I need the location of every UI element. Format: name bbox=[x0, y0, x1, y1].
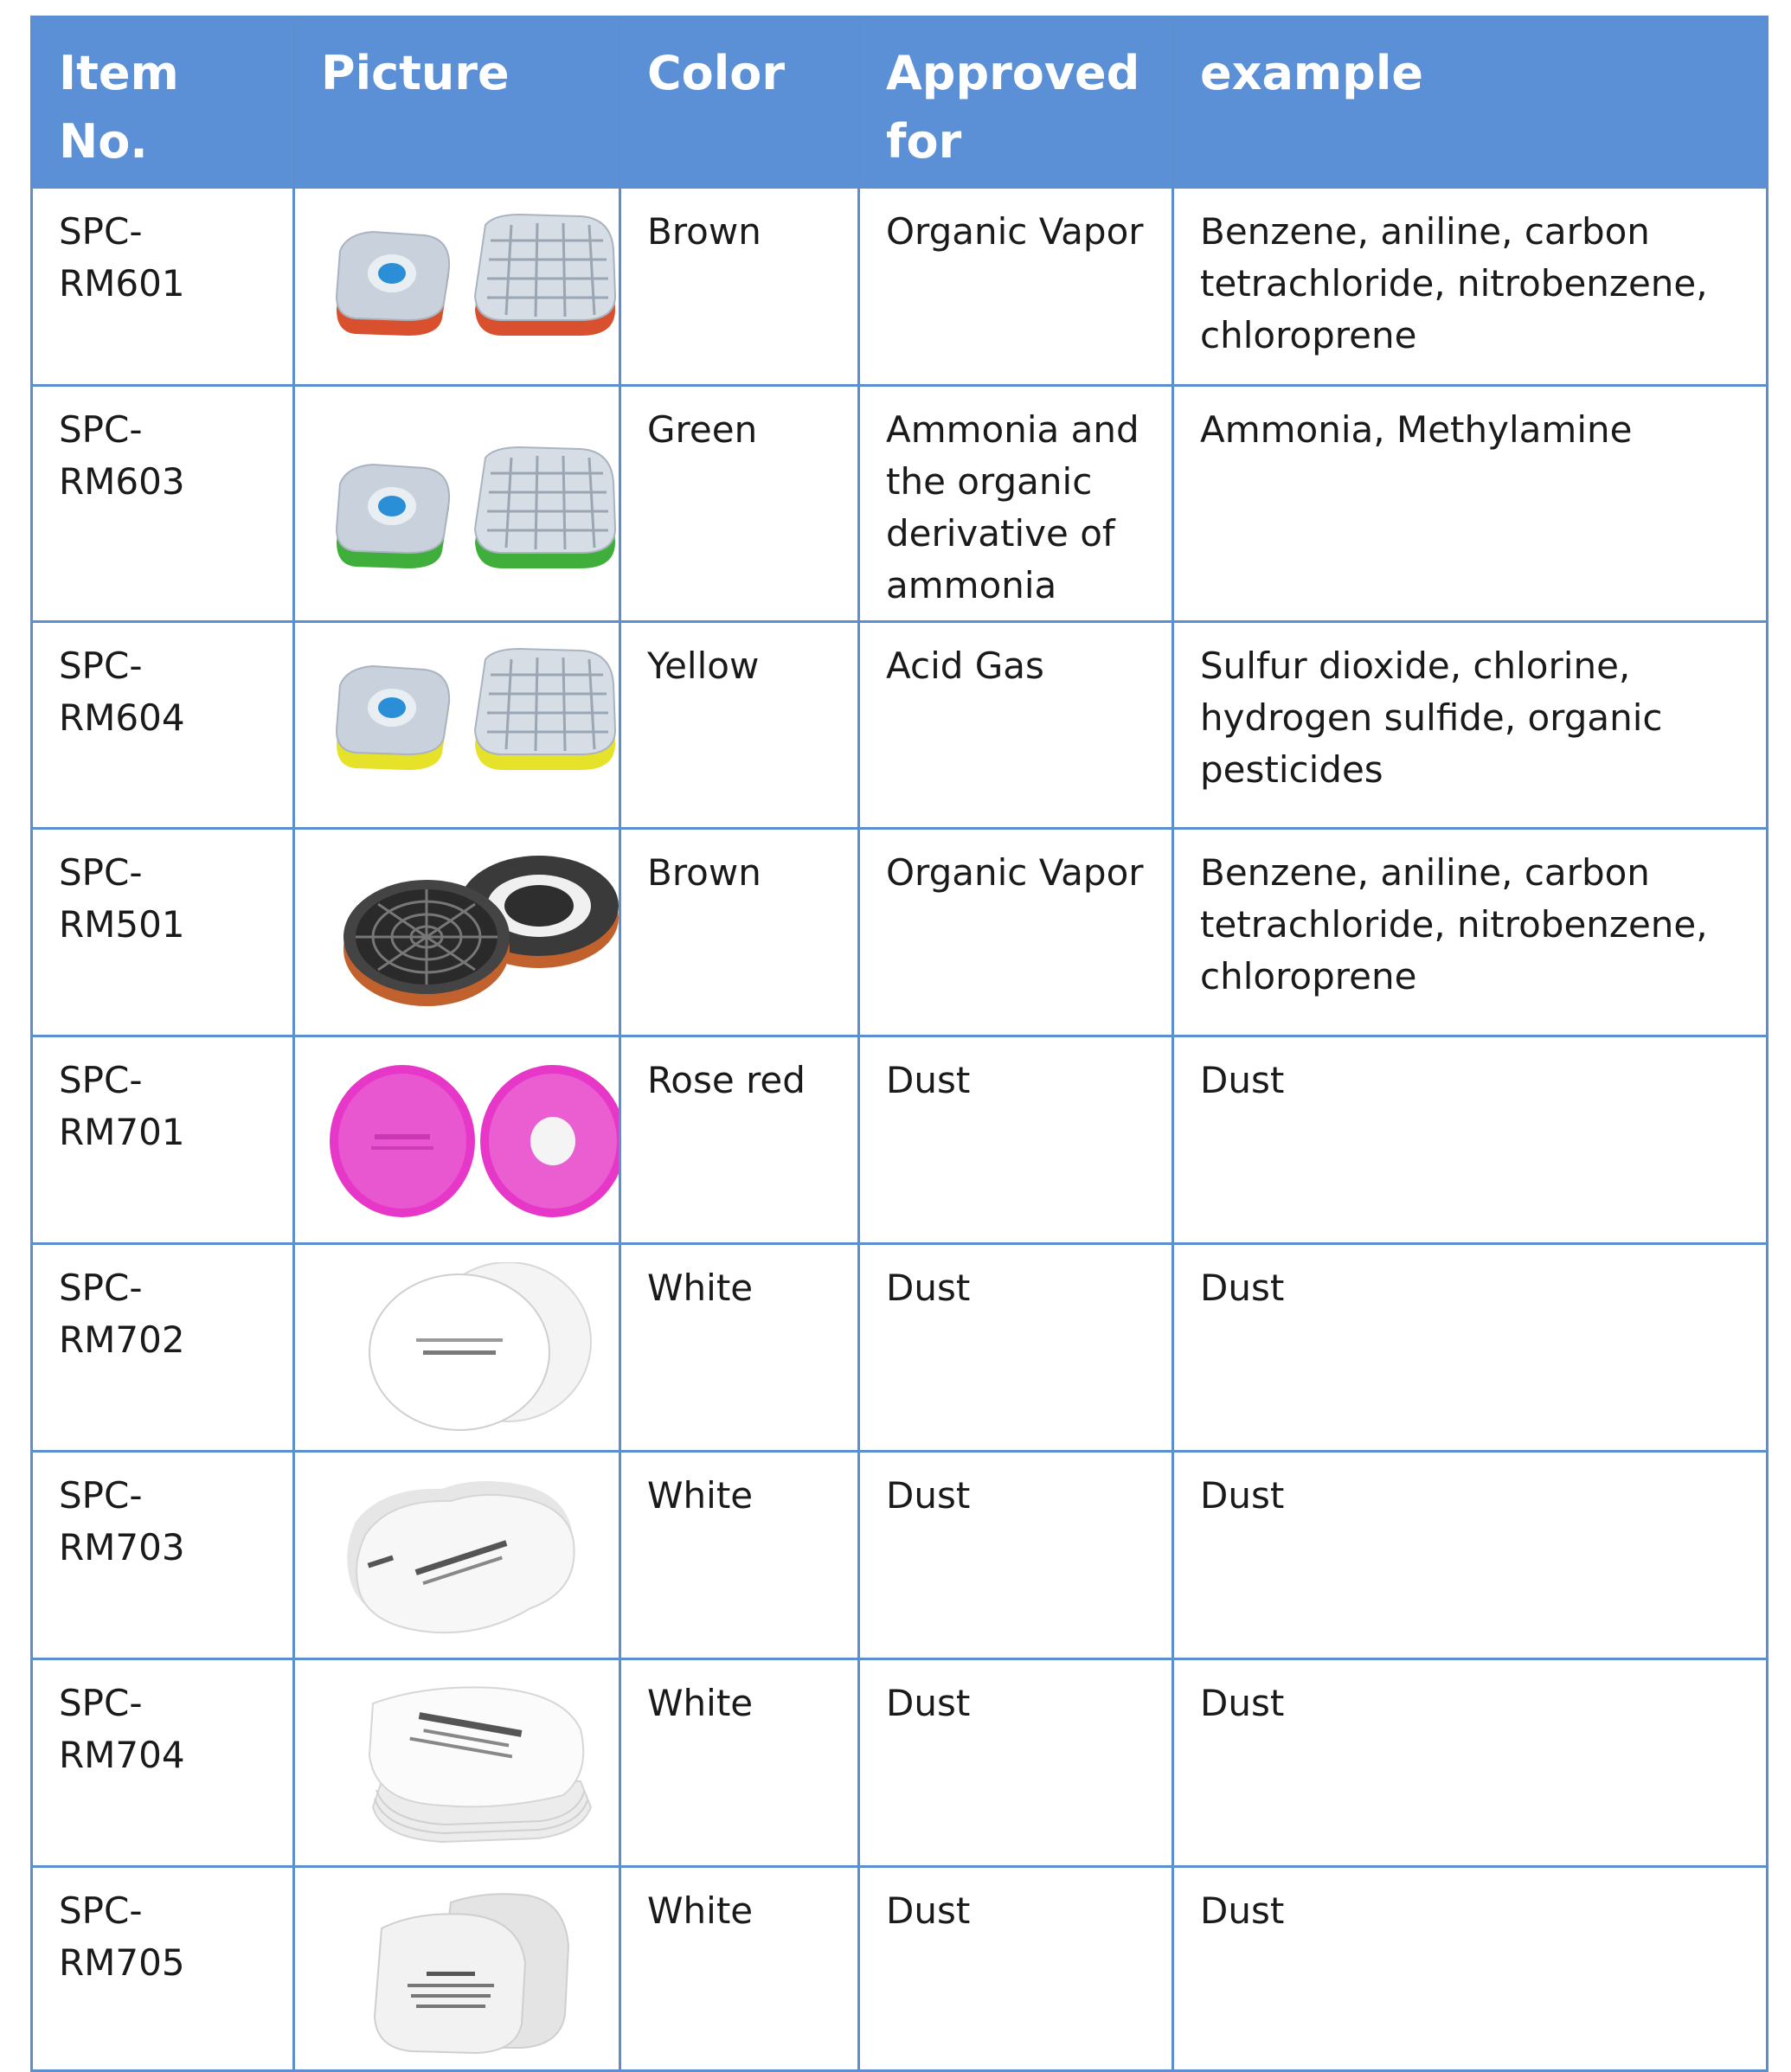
approved-for-value: Dust bbox=[859, 1659, 1173, 1867]
picture-cell bbox=[294, 1659, 620, 1867]
approved-for-value: Organic Vapor bbox=[859, 188, 1173, 386]
table-row bbox=[32, 386, 1768, 622]
table-row bbox=[32, 1036, 1768, 1244]
header-color: Color bbox=[620, 17, 859, 188]
white-filter-disc-pair-icon bbox=[321, 1262, 620, 1432]
picture-cell bbox=[294, 622, 620, 829]
table-row bbox=[32, 1867, 1768, 2071]
example-value: Dust bbox=[1173, 1659, 1768, 1867]
table-row bbox=[32, 1659, 1768, 1867]
table-row bbox=[32, 1452, 1768, 1659]
item-number: SPC-RM701 bbox=[32, 1036, 294, 1244]
pink-filter-disc-pair-icon bbox=[321, 1055, 620, 1224]
item-number: SPC-RM703 bbox=[32, 1452, 294, 1659]
approved-for-value: Dust bbox=[859, 1867, 1173, 2071]
item-number: SPC-RM601 bbox=[32, 188, 294, 386]
item-number: SPC-RM501 bbox=[32, 829, 294, 1036]
white-filter-pad-icon bbox=[321, 1470, 620, 1639]
item-number: SPC-RM604 bbox=[32, 622, 294, 829]
example-value: Benzene, aniline, carbon tetrachloride, nitrobenzene, chloroprene bbox=[1173, 188, 1768, 386]
example-value: Dust bbox=[1173, 1036, 1768, 1244]
color-value: Brown bbox=[620, 829, 859, 1036]
header-approved-for: Approved for bbox=[859, 17, 1173, 188]
picture-cell bbox=[294, 188, 620, 386]
approved-for-value: Dust bbox=[859, 1452, 1173, 1659]
white-prefilter-pair-icon bbox=[321, 1885, 620, 2055]
color-value: Rose red bbox=[620, 1036, 859, 1244]
header-picture: Picture bbox=[294, 17, 620, 188]
example-value: Dust bbox=[1173, 1867, 1768, 2071]
approved-for-value: Ammonia and the organic derivative of ammonia bbox=[859, 386, 1173, 622]
approved-for-value: Dust bbox=[859, 1244, 1173, 1452]
item-number: SPC-RM603 bbox=[32, 386, 294, 622]
item-number: SPC-RM702 bbox=[32, 1244, 294, 1452]
table-row bbox=[32, 829, 1768, 1036]
cartridge-pair-green-icon bbox=[321, 439, 620, 608]
picture-cell bbox=[294, 1036, 620, 1244]
approved-for-value: Acid Gas bbox=[859, 622, 1173, 829]
header-item-no: Item No. bbox=[32, 17, 294, 188]
color-value: Brown bbox=[620, 188, 859, 386]
cartridge-pair-yellow-icon bbox=[321, 640, 620, 810]
picture-cell bbox=[294, 386, 620, 622]
picture-cell bbox=[294, 1244, 620, 1452]
color-value: White bbox=[620, 1867, 859, 2071]
item-number: SPC-RM705 bbox=[32, 1867, 294, 2071]
color-value: White bbox=[620, 1244, 859, 1452]
picture-cell bbox=[294, 1452, 620, 1659]
example-value: Ammonia, Methylamine bbox=[1173, 386, 1768, 622]
cartridge-pair-brown-icon bbox=[321, 206, 620, 375]
approved-for-value: Dust bbox=[859, 1036, 1173, 1244]
color-value: White bbox=[620, 1452, 859, 1659]
table-row bbox=[32, 188, 1768, 386]
round-cartridge-pair-icon bbox=[321, 847, 620, 1017]
table-header-row bbox=[32, 17, 1768, 188]
color-value: Green bbox=[620, 386, 859, 622]
example-value: Benzene, aniline, carbon tetrachloride, nitrobenzene, chloroprene bbox=[1173, 829, 1768, 1036]
color-value: Yellow bbox=[620, 622, 859, 829]
table-row bbox=[32, 1244, 1768, 1452]
header-example: example bbox=[1173, 17, 1768, 188]
item-number: SPC-RM704 bbox=[32, 1659, 294, 1867]
example-value: Sulfur dioxide, chlorine, hydrogen sulfide, organic pesticides bbox=[1173, 622, 1768, 829]
example-value: Dust bbox=[1173, 1452, 1768, 1659]
respirator-cartridge-table bbox=[30, 16, 1769, 2072]
table-row bbox=[32, 622, 1768, 829]
picture-cell bbox=[294, 1867, 620, 2071]
example-value: Dust bbox=[1173, 1244, 1768, 1452]
white-filter-stack-icon bbox=[321, 1677, 620, 1847]
color-value: White bbox=[620, 1659, 859, 1867]
approved-for-value: Organic Vapor bbox=[859, 829, 1173, 1036]
picture-cell bbox=[294, 829, 620, 1036]
